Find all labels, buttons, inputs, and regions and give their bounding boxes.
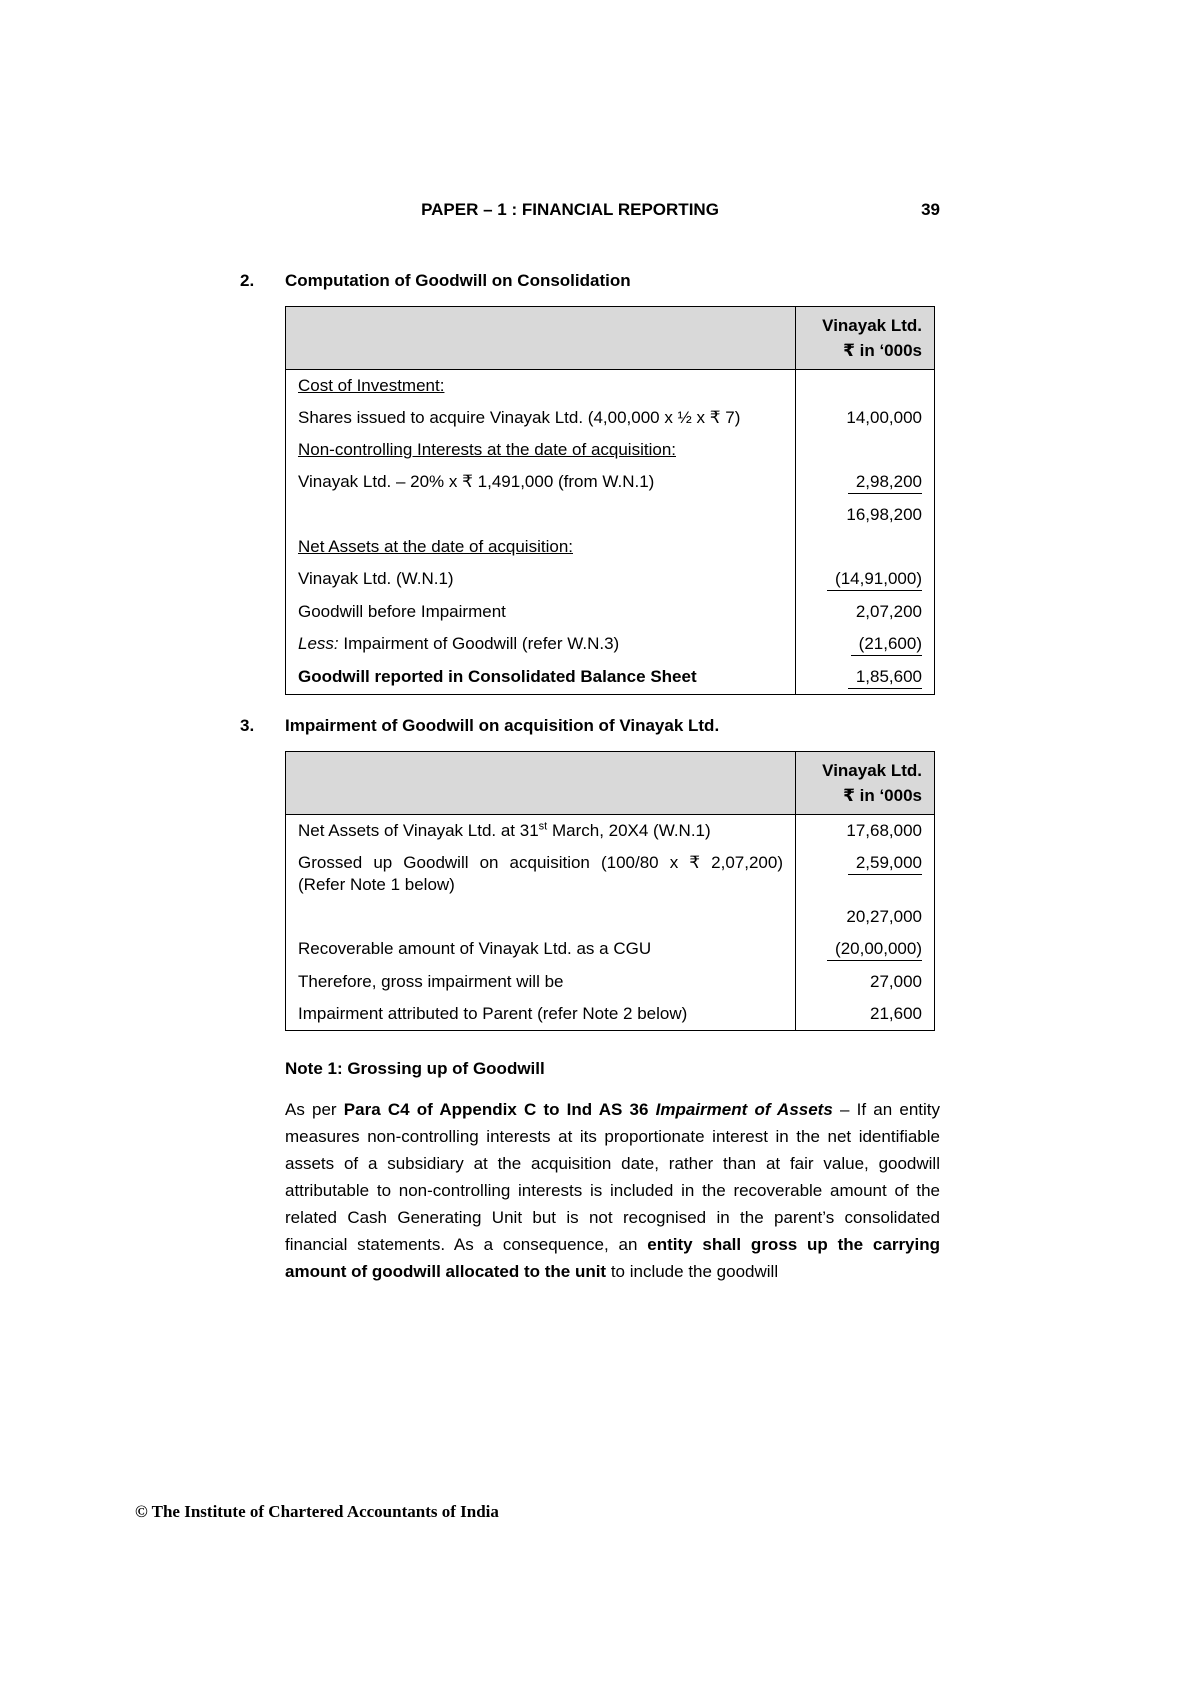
copyright-footer: © The Institute of Chartered Accountants of India (135, 1502, 499, 1521)
table-row (286, 434, 935, 466)
row-label (286, 901, 796, 933)
table-row (286, 661, 935, 695)
table-row (286, 847, 935, 901)
row-label: Non-controlling Interests at the date of acquisition: (286, 434, 796, 466)
row-value: 2,59,000 (796, 847, 935, 901)
row-value: 27,000 (870, 972, 922, 991)
table-row (286, 531, 935, 563)
table-body (286, 815, 935, 1031)
row-label: Recoverable amount of Vinayak Ltd. as a CGU (286, 933, 796, 966)
table-body (286, 370, 935, 695)
table-header-row (286, 752, 935, 815)
row-value: 21,600 (870, 1004, 922, 1023)
row-label (286, 499, 796, 531)
column-header-line2: ₹ in ‘000s (843, 341, 922, 360)
page-number: 39 (921, 200, 940, 219)
row-value: (14,91,000) (796, 563, 935, 596)
header-label-cell (286, 752, 796, 815)
page-header (240, 200, 940, 220)
note-1-heading: Note 1: Grossing up of Goodwill (285, 1059, 545, 1078)
row-value (796, 531, 935, 563)
section-3-heading (240, 715, 940, 737)
row-value: 1,85,600 (796, 661, 935, 695)
table-header (286, 752, 935, 815)
table-header (286, 307, 935, 370)
section-2-number: 2. (240, 271, 255, 290)
row-label: Net Assets at the date of acquisition: (286, 531, 796, 563)
row-label: Shares issued to acquire Vinayak Ltd. (4,00,000 x ½ x ₹ 7) (286, 402, 796, 434)
page-content (240, 200, 940, 1302)
row-value: 16,98,200 (846, 505, 922, 524)
table-row (286, 933, 935, 966)
table-row (286, 563, 935, 596)
row-value (796, 434, 935, 466)
row-label: Grossed up Goodwill on acquisition (100/80 x ₹ 2,07,200) (Refer Note 1 below) (286, 847, 796, 901)
note-1-paragraph (285, 1096, 940, 1285)
table-row (286, 466, 935, 499)
para-segment: As per (285, 1100, 344, 1119)
header-value-cell (796, 307, 935, 370)
row-label: Cost of Investment: (286, 370, 796, 403)
goodwill-computation-table (285, 306, 935, 695)
row-label: Goodwill reported in Consolidated Balance Sheet (286, 661, 796, 695)
table-row (286, 402, 935, 434)
para-segment-bold: entity shall gross up the carrying amount of goodwill allocated to the unit (285, 1235, 941, 1281)
row-label: Less: Impairment of Goodwill (refer W.N.3) (286, 628, 796, 661)
para-segment-bold-italic: Impairment of Assets (655, 1100, 833, 1119)
section-2-title: Computation of Goodwill on Consolidation (285, 271, 631, 290)
row-label: Impairment attributed to Parent (refer Note 2 below) (286, 998, 796, 1031)
row-label: Therefore, gross impairment will be (286, 966, 796, 998)
goodwill-impairment-table (285, 751, 935, 1031)
row-label: Vinayak Ltd. (W.N.1) (286, 563, 796, 596)
row-value (796, 370, 935, 403)
para-segment-bold: Para C4 of Appendix C to Ind AS 36 (343, 1100, 656, 1119)
para-segment: – If an entity measures non-controlling interests at its proportionate interest in the net identifiable assets of a subsidiary at the acquisition date, rather than at fair value, goodwill attributable to non-controlling interests is included in the recoverable amount of the related Cash Generating Unit but is not recognised in the parent’s consolidated financial statements. As a consequence, an (285, 1100, 940, 1254)
table-row (286, 370, 935, 403)
table-row (286, 815, 935, 848)
column-header-line2: ₹ in ‘000s (843, 786, 922, 805)
table-row (286, 499, 935, 531)
row-value: 20,27,000 (846, 907, 922, 926)
section-3-number: 3. (240, 716, 255, 735)
table-header-row (286, 307, 935, 370)
row-value: 17,68,000 (846, 821, 922, 840)
header-label-cell (286, 307, 796, 370)
table-row (286, 966, 935, 998)
header-value-cell (796, 752, 935, 815)
row-label: Vinayak Ltd. – 20% x ₹ 1,491,000 (from W.N.1) (286, 466, 796, 499)
row-value: 14,00,000 (846, 408, 922, 427)
table-row (286, 998, 935, 1031)
row-value: (20,00,000) (796, 933, 935, 966)
header-title: PAPER – 1 : FINANCIAL REPORTING (421, 200, 719, 219)
table-row (286, 901, 935, 933)
para-segment: to include the goodwill (606, 1262, 779, 1281)
column-header-line1: Vinayak Ltd. (822, 761, 922, 780)
table-row (286, 596, 935, 628)
section-2-heading (240, 270, 940, 292)
row-label: Goodwill before Impairment (286, 596, 796, 628)
row-value: 2,98,200 (796, 466, 935, 499)
row-value: 2,07,200 (855, 602, 922, 621)
row-value: (21,600) (796, 628, 935, 661)
column-header-line1: Vinayak Ltd. (822, 316, 922, 335)
section-3-title: Impairment of Goodwill on acquisition of Vinayak Ltd. (285, 716, 720, 735)
table-row (286, 628, 935, 661)
superscript: st (538, 820, 548, 833)
row-label: Net Assets of Vinayak Ltd. at 31st March, 20X4 (W.N.1) (286, 815, 796, 848)
